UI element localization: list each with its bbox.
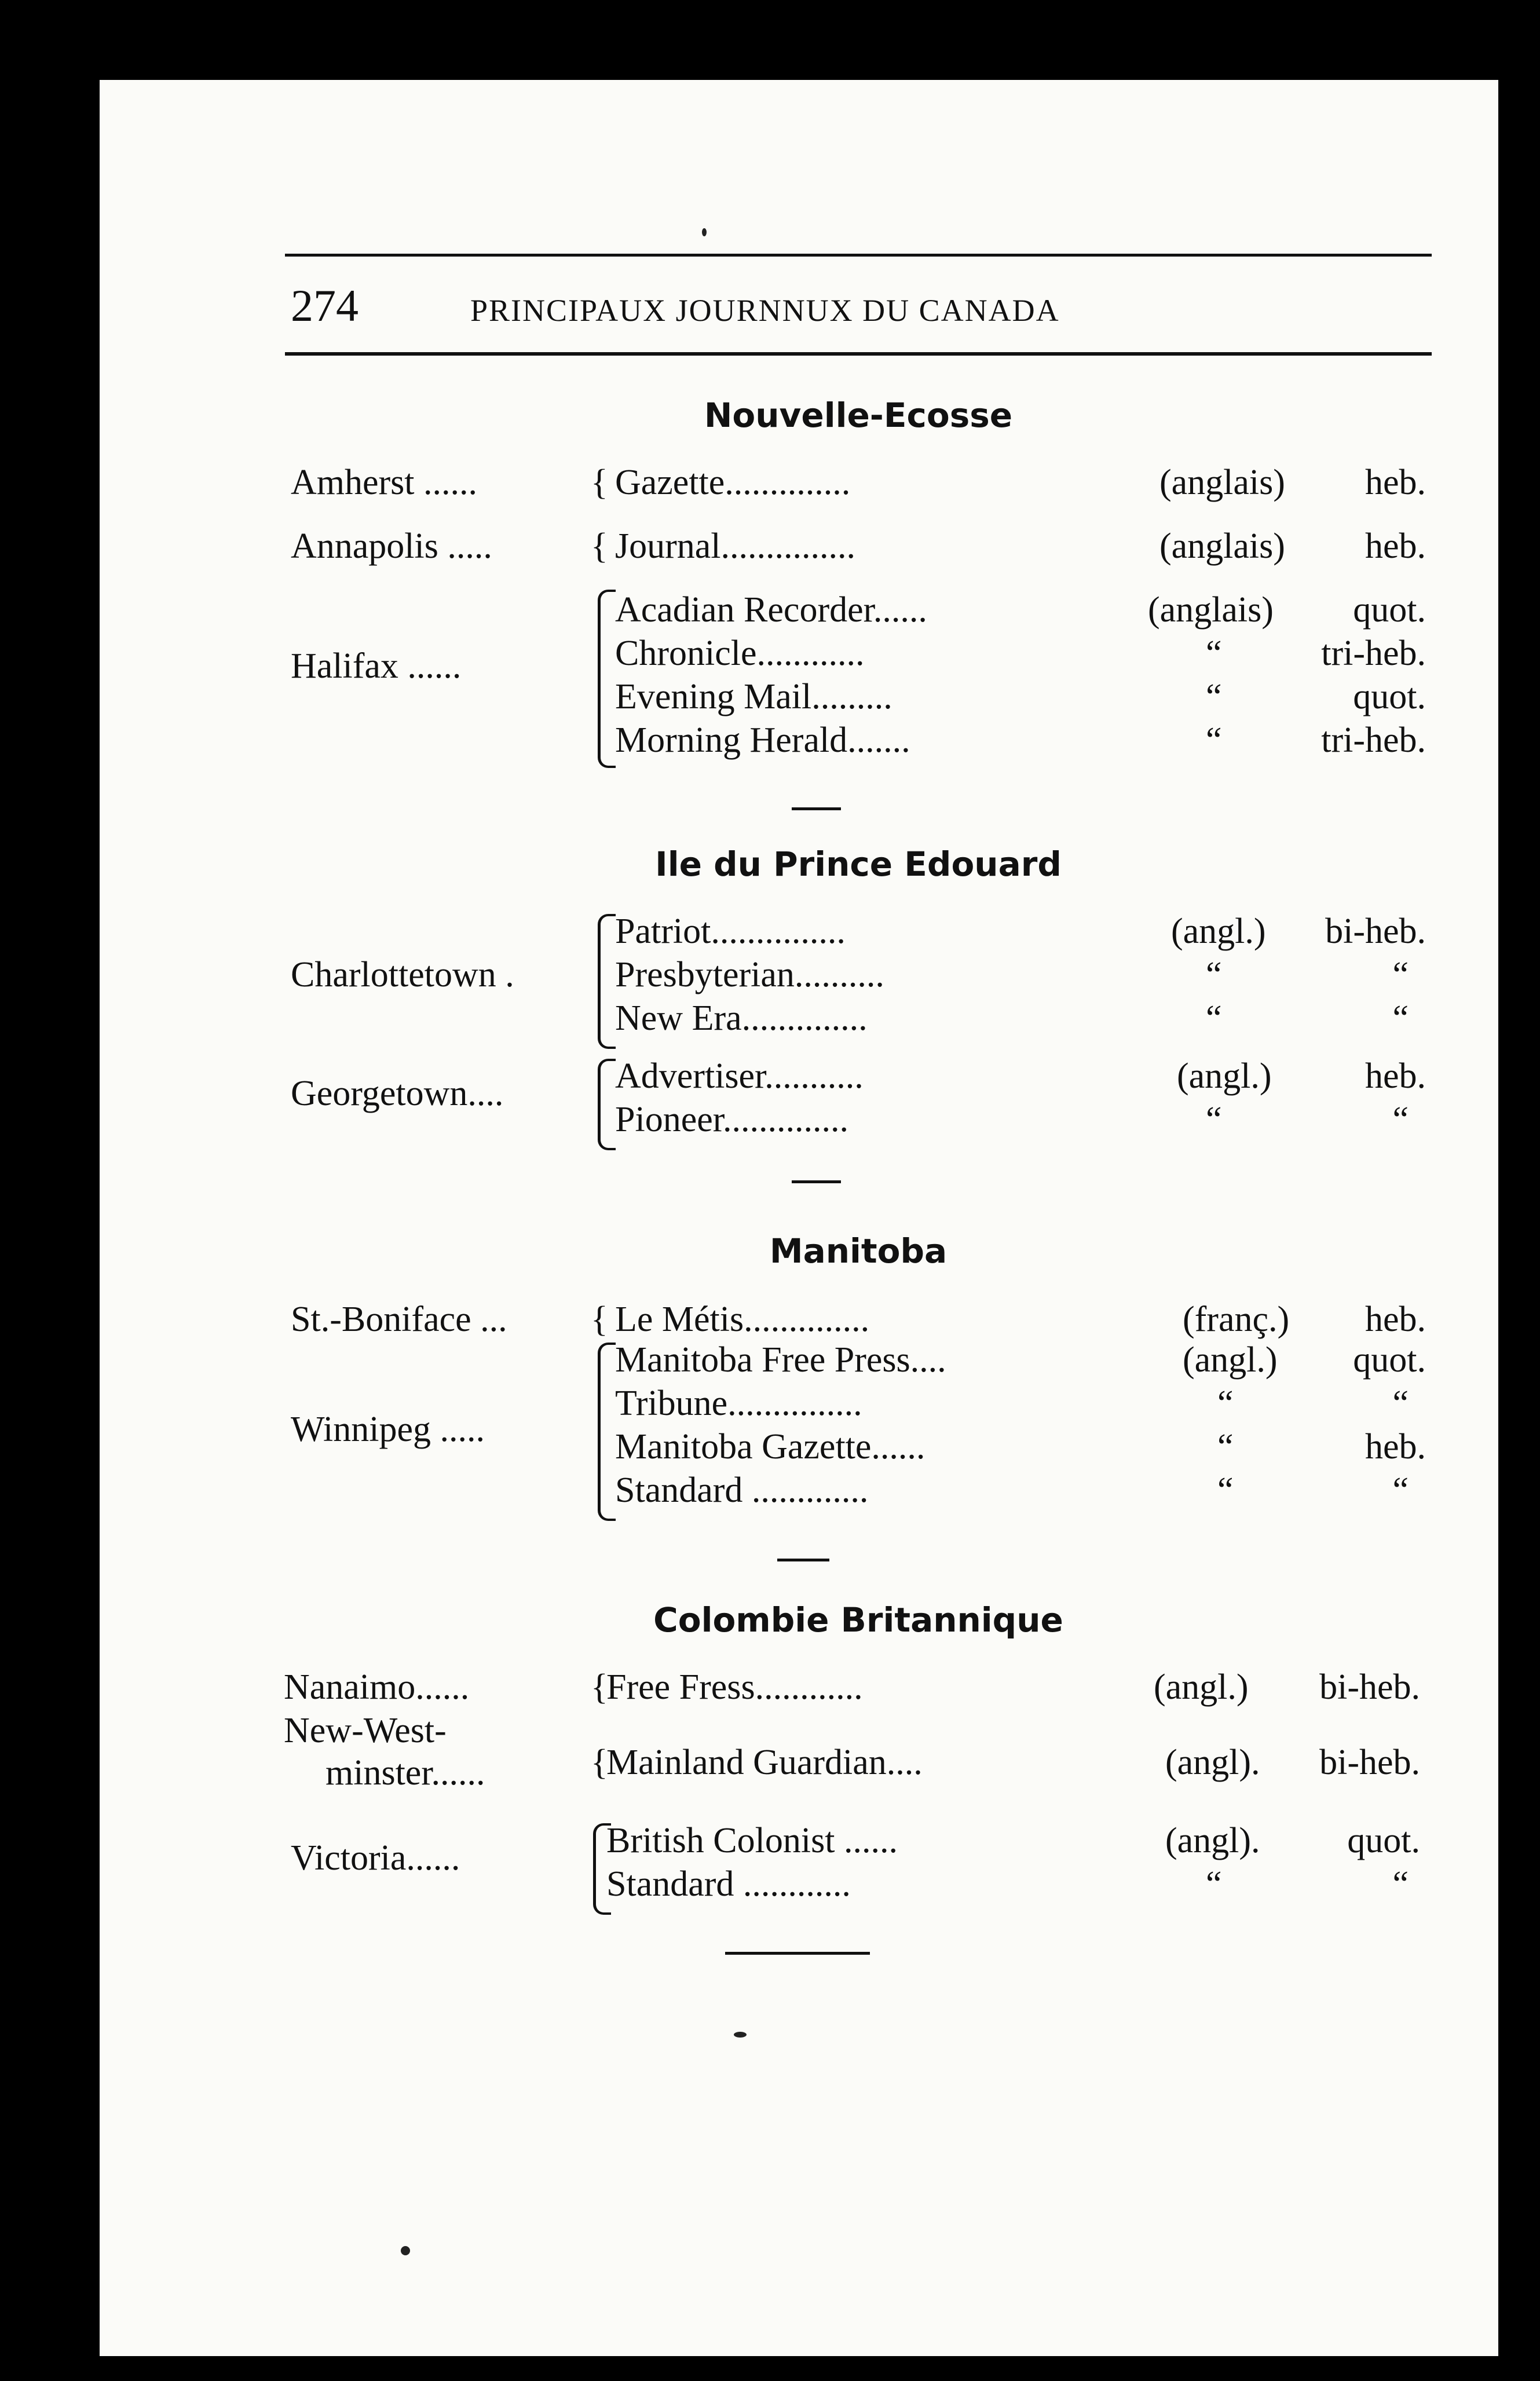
section-divider bbox=[725, 1952, 870, 1955]
frequency: “ bbox=[1392, 999, 1409, 1038]
section-title: Manitoba bbox=[769, 1231, 948, 1271]
frequency: quot. bbox=[1353, 1340, 1426, 1380]
newspaper-name: Chronicle............ bbox=[615, 634, 865, 673]
city-name: Annapolis ..... bbox=[291, 526, 492, 566]
newspaper-name: Morning Herald....... bbox=[615, 720, 910, 760]
brace-mark: { bbox=[591, 463, 608, 502]
newspaper-name: Journal............... bbox=[615, 526, 856, 566]
list-item bbox=[291, 462, 1426, 509]
list-item bbox=[291, 590, 1426, 636]
language: “ bbox=[1206, 677, 1222, 716]
list-item bbox=[291, 1340, 1426, 1386]
printing-speck bbox=[401, 2246, 410, 2255]
city-name: Nanaimo...... bbox=[284, 1667, 470, 1707]
page-number: 274 bbox=[291, 280, 359, 331]
list-item bbox=[291, 676, 1426, 723]
header-rule bbox=[285, 352, 1432, 356]
city-name: Charlottetown . bbox=[291, 955, 514, 994]
list-item bbox=[291, 633, 1426, 686]
frequency: bi-heb. bbox=[1319, 1743, 1420, 1782]
top-rule bbox=[285, 254, 1432, 257]
newspaper-name: Presbyterian.......... bbox=[615, 955, 884, 994]
list-item bbox=[291, 998, 1426, 1044]
list-item bbox=[291, 911, 1426, 957]
book-page bbox=[100, 80, 1498, 2356]
frequency: quot. bbox=[1353, 590, 1426, 630]
frequency: “ bbox=[1392, 1864, 1409, 1904]
list-item bbox=[291, 1820, 1426, 1878]
language: “ bbox=[1217, 1471, 1234, 1510]
newspaper-name: Standard ............ bbox=[606, 1864, 851, 1904]
frequency: “ bbox=[1392, 1100, 1409, 1139]
printing-speck bbox=[734, 2032, 747, 2038]
list-item bbox=[291, 1864, 1426, 1910]
language: (franç.) bbox=[1183, 1300, 1290, 1339]
frequency: bi-heb. bbox=[1325, 912, 1426, 951]
frequency: heb. bbox=[1365, 1300, 1426, 1339]
language: “ bbox=[1206, 1864, 1222, 1904]
frequency: heb. bbox=[1365, 1056, 1426, 1096]
printing-speck bbox=[702, 228, 707, 236]
section-divider bbox=[777, 1559, 829, 1561]
newspaper-name: Mainland Guardian.... bbox=[606, 1743, 923, 1782]
language: “ bbox=[1206, 1100, 1222, 1139]
brace-mark: { bbox=[591, 1300, 608, 1339]
list-item bbox=[291, 526, 1426, 572]
frequency: “ bbox=[1392, 1384, 1409, 1423]
newspaper-name: New Era.............. bbox=[615, 999, 868, 1038]
list-item bbox=[291, 720, 1426, 766]
language: “ bbox=[1206, 634, 1222, 673]
section-title: Nouvelle-Ecosse bbox=[704, 396, 1013, 435]
list-item bbox=[291, 1299, 1426, 1345]
language: (angl.) bbox=[1154, 1667, 1249, 1707]
city-name: Victoria...... bbox=[291, 1838, 460, 1878]
language: (anglais) bbox=[1159, 526, 1285, 566]
language: (angl). bbox=[1165, 1821, 1260, 1860]
newspaper-name: Le Métis.............. bbox=[615, 1300, 870, 1339]
list-item bbox=[284, 1667, 1426, 1713]
frequency: bi-heb. bbox=[1319, 1667, 1420, 1707]
frequency: heb. bbox=[1365, 463, 1426, 502]
language: (angl.) bbox=[1183, 1340, 1278, 1380]
city-name: minster...... bbox=[325, 1753, 485, 1793]
frequency: “ bbox=[1392, 955, 1409, 994]
newspaper-name: British Colonist ...... bbox=[606, 1821, 898, 1860]
frequency: heb. bbox=[1365, 526, 1426, 566]
city-name: St.-Boniface ... bbox=[291, 1300, 507, 1339]
city-name: Georgetown.... bbox=[291, 1074, 504, 1113]
list-item bbox=[291, 1056, 1426, 1113]
newspaper-name: Acadian Recorder...... bbox=[615, 590, 927, 630]
running-title: PRINCIPAUX JOURNNUX DU CANADA bbox=[470, 293, 1060, 328]
frequency: quot. bbox=[1347, 1821, 1420, 1860]
frequency: heb. bbox=[1365, 1427, 1426, 1466]
city-name: Halifax ...... bbox=[291, 646, 462, 686]
frequency: quot. bbox=[1353, 677, 1426, 716]
section-title: Ile du Prince Edouard bbox=[655, 844, 1062, 884]
newspaper-name: Patriot............... bbox=[615, 912, 846, 951]
section-divider bbox=[792, 807, 841, 810]
list-item bbox=[291, 954, 1426, 1001]
newspaper-name: Manitoba Free Press.... bbox=[615, 1340, 946, 1380]
frequency: tri-heb. bbox=[1321, 720, 1426, 760]
language: (angl). bbox=[1165, 1743, 1260, 1782]
newspaper-name: Pioneer.............. bbox=[615, 1100, 848, 1139]
newspaper-name: Free Fress............ bbox=[606, 1667, 863, 1707]
list-item bbox=[291, 1099, 1426, 1146]
brace-mark: { bbox=[591, 1667, 608, 1707]
language: (anglais) bbox=[1159, 463, 1285, 502]
newspaper-name: Manitoba Gazette...... bbox=[615, 1427, 926, 1466]
newspaper-name: Gazette.............. bbox=[615, 463, 851, 502]
list-item bbox=[291, 1470, 1426, 1516]
section-divider bbox=[792, 1180, 841, 1183]
language: “ bbox=[1206, 955, 1222, 994]
newspaper-name: Evening Mail......... bbox=[615, 677, 892, 716]
language: (angl.) bbox=[1177, 1056, 1272, 1096]
language: “ bbox=[1206, 720, 1222, 760]
language: (anglais) bbox=[1148, 590, 1274, 630]
frequency: tri-heb. bbox=[1321, 634, 1426, 673]
newspaper-name: Tribune............... bbox=[615, 1384, 862, 1423]
language: “ bbox=[1217, 1427, 1234, 1466]
brace-mark: { bbox=[591, 1743, 608, 1782]
section-title: Colombie Britannique bbox=[653, 1600, 1063, 1640]
city-name: Winnipeg ..... bbox=[291, 1410, 485, 1449]
brace-mark: { bbox=[591, 526, 608, 566]
frequency: “ bbox=[1392, 1471, 1409, 1510]
newspaper-name: Standard ............. bbox=[615, 1471, 869, 1510]
page-header bbox=[291, 280, 1426, 349]
city-name: Amherst ...... bbox=[291, 463, 478, 502]
language: “ bbox=[1206, 999, 1222, 1038]
newspaper-name: Advertiser........... bbox=[615, 1056, 864, 1096]
language: “ bbox=[1217, 1384, 1234, 1423]
list-item bbox=[291, 1410, 1426, 1473]
list-item bbox=[291, 1742, 1426, 1793]
city-name: New-West- bbox=[284, 1711, 447, 1750]
language: (angl.) bbox=[1171, 912, 1266, 951]
